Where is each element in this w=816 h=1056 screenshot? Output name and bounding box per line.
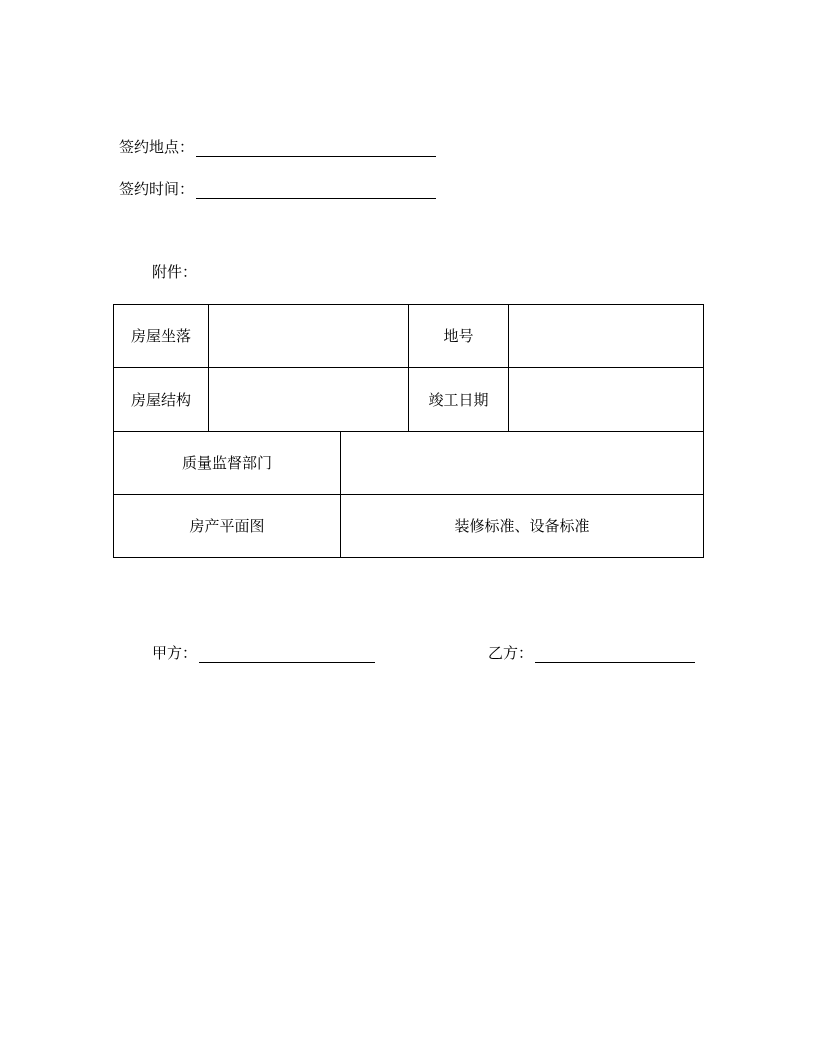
completion-label-cell <box>408 367 509 432</box>
lot-label: 地号 <box>443 327 474 345</box>
structure-label-cell <box>113 367 209 432</box>
decoration-cell <box>340 494 704 558</box>
party-b-signature-field[interactable] <box>535 645 695 663</box>
floorplan-cell <box>113 494 341 558</box>
structure-label: 房屋结构 <box>130 390 191 409</box>
signing-place-label: 签约地点： <box>119 138 195 156</box>
lot-value-cell[interactable] <box>508 304 704 368</box>
signing-place-row <box>119 137 436 157</box>
location-label-cell <box>113 304 209 368</box>
signing-time-field[interactable] <box>196 181 436 199</box>
party-b-signature-row <box>488 643 695 663</box>
quality-value-cell[interactable] <box>340 431 704 495</box>
completion-label: 竣工日期 <box>428 390 489 409</box>
completion-value-cell[interactable] <box>508 367 704 432</box>
structure-value-cell[interactable] <box>208 367 409 432</box>
signing-time-label: 签约时间： <box>119 180 195 198</box>
attachment-table <box>113 304 704 558</box>
signing-time-row <box>119 179 436 199</box>
party-a-signature-field[interactable] <box>199 645 375 663</box>
floorplan-label: 房产平面图 <box>189 517 265 535</box>
signing-place-field[interactable] <box>196 139 436 157</box>
quality-label-cell <box>113 431 341 495</box>
quality-label: 质量监督部门 <box>181 454 272 472</box>
lot-label-cell <box>408 304 509 368</box>
location-label: 房屋坐落 <box>130 327 191 345</box>
attachment-label: 附件： <box>152 263 198 281</box>
party-b-label: 乙方： <box>488 644 534 662</box>
party-a-label: 甲方： <box>152 644 198 662</box>
location-value-cell[interactable] <box>208 304 409 368</box>
decoration-label: 装修标准、设备标准 <box>454 517 590 535</box>
party-a-signature-row <box>152 643 375 663</box>
